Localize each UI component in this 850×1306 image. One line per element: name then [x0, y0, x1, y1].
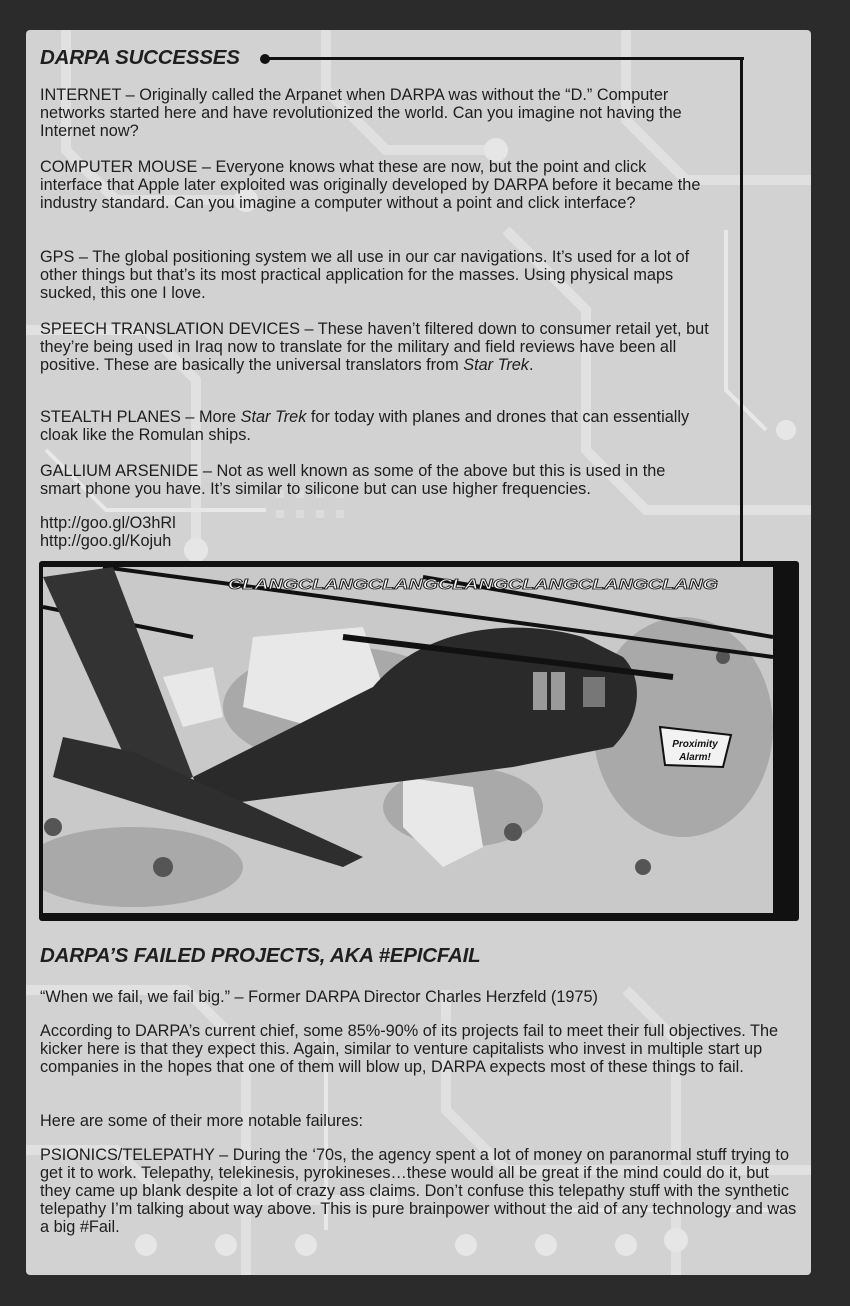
- herzfeld-quote: “When we fail, we fail big.” – Former DARPA Director Charles Herzfeld (1975): [40, 988, 598, 1006]
- success-computer-mouse: COMPUTER MOUSE – Everyone knows what these are now, but the point and click interface that Apple later exploited was originally developed by DARPA before it became the industry standard. Can you imagine a computer without a point and click interface?: [40, 158, 701, 212]
- success-stealth-planes: STEALTH PLANES – More Star Trek for today with planes and drones that can essentially cloak like the Romulan ships.: [40, 408, 690, 444]
- success-internet: INTERNET – Originally called the Arpanet when DARPA was without the “D.” Computer networks started here and have revolutionized the world. Can you imagine not having the Internet now?: [40, 86, 682, 140]
- source-link-2[interactable]: http://goo.gl/Kojuh: [40, 532, 172, 550]
- side-rule: [740, 57, 743, 577]
- failure-rate-paragraph: According to DARPA’s current chief, some 85%-90% of its projects fail to meet their full objectives. The kicker here is that they expect this. Again, similar to venture capitalists who invest in multiple start up companies in the hopes that one of them will blow up, DARPA expects most of these things to fail.: [40, 1022, 779, 1076]
- heading-rule: [266, 57, 744, 60]
- helicopter-illustration: [43, 567, 773, 913]
- success-speech-translation: SPEECH TRANSLATION DEVICES – These haven’t filtered down to consumer retail yet, but they’re being used in Iraq now to translate for the military and field reviews have been all positive. These are basically the universal translators from Star Trek.: [40, 320, 709, 374]
- page: [26, 30, 811, 1275]
- success-gps: GPS – The global positioning system we all use in our car navigations. It’s used for a lot of other things but that’s its most practical application for the masses. Using physical maps sucked, this one I love.: [40, 248, 690, 302]
- success-gallium-arsenide: GALLIUM ARSENIDE – Not as well known as some of the above but this is used in the smart phone you have. It’s similar to silicone but can use higher frequencies.: [40, 462, 666, 498]
- failed-projects-heading: DARPA’S FAILED PROJECTS, AKA #EPICFAIL: [40, 944, 481, 967]
- successes-heading: DARPA SUCCESSES: [40, 46, 240, 69]
- failure-psionics: PSIONICS/TELEPATHY – During the ‘70s, the agency spent a lot of money on paranormal stuff trying to get it to work. Telepathy, telekinesis, pyrokineses…these would all be great if the mind could do it, but they came up blank despite a lot of crazy ass claims. Don’t confuse this telepathy stuff with the synthetic telepathy I’m talking about way above. This is pure brainpower without the aid of any technology and was a big #Fail.: [40, 1146, 797, 1236]
- balloon-text-1: Proximity: [672, 739, 718, 750]
- source-links: [40, 514, 710, 550]
- comic-panel: [39, 561, 799, 921]
- source-link-1[interactable]: http://goo.gl/O3hRl: [40, 514, 176, 532]
- balloon-text-2: Alarm!: [679, 752, 711, 763]
- sound-effect: CLANGCLANGCLANGCLANGCLANGCLANGCLANG: [228, 576, 719, 593]
- notable-failures-intro: Here are some of their more notable failures:: [40, 1112, 364, 1130]
